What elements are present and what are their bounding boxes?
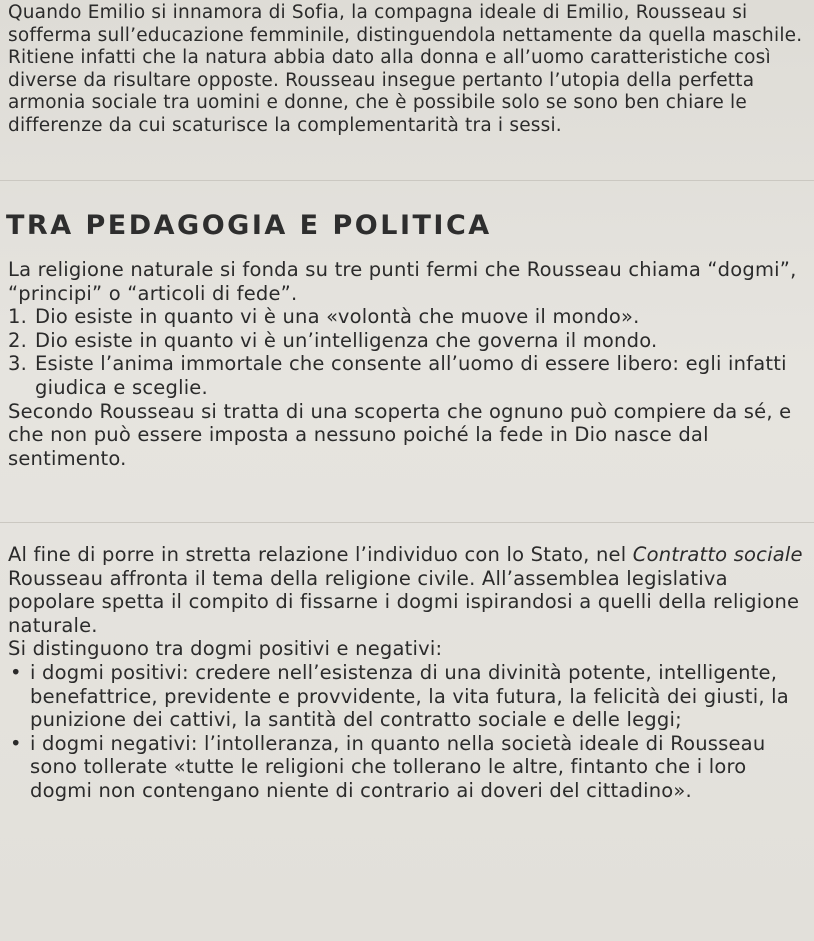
religion-conclusion: Secondo Rousseau si tratta di una scoperta che ognuno può compiere da sé, e che non può essere imposta a nessuno poiché la fede in Dio nasce dal sentimento.: [8, 399, 792, 470]
dogma-bullet-list: [8, 661, 808, 803]
natural-religion-section: [8, 258, 808, 470]
list-item: [8, 329, 808, 353]
list-text: i dogmi positivi: credere nell’esistenza di una divinità potente, intelligente, benefattrice, previdente e provvidente, la vita futura, la felicità dei giusti, la punizione dei cattivi, la santità del contratto sociale e delle leggi;: [30, 660, 789, 732]
bullet-icon: •: [10, 660, 22, 684]
list-item: [8, 661, 808, 732]
civil-distinction: Si distinguono tra dogmi positivi e negativi:: [8, 637, 443, 661]
list-number: 2.: [8, 328, 28, 352]
list-text: i dogmi negativi: l’intolleranza, in quanto nella società ideale di Rousseau sono tollerate «tutte le religioni che tollerano le altre, fintanto che i loro dogmi non contengano niente di contrario ai doveri del cittadino».: [30, 731, 766, 802]
dogma-list: [8, 305, 808, 399]
divider: [0, 522, 814, 523]
intro-text: Quando Emilio si innamora di Sofia, la compagna ideale di Emilio, Rousseau si sofferma sull’educazione femminile, distinguendola nettamente da quella maschile. Ritiene infatti che la natura abbia dato alla donna e all’uomo caratteristiche così diverse da risultare opposte. Rousseau insegue pertanto l’utopia della perfetta armonia sociale tra uomini e donne, che è possibile solo se sono ben chiare le differenze da cui scaturisce la complementarità tra i sessi.: [8, 2, 803, 136]
work-title: Contratto sociale: [632, 543, 803, 566]
intro-paragraph: [8, 2, 808, 137]
section-heading: TRA PEDAGOGIA E POLITICA: [6, 210, 492, 241]
list-text: Esiste l’anima immortale che consente all’uomo di essere libero: egli infatti giudica e sceglie.: [35, 352, 787, 399]
list-item: [8, 352, 808, 399]
civil-intro: Al fine di porre in stretta relazione l’individuo con lo Stato, nel Contratto sociale Rousseau affronta il tema della religione civile. All’assemblea legislativa popolare spetta il compito di fissarne i dogmi ispirandosi a quelli della religione naturale.: [8, 543, 803, 637]
bullet-icon: •: [10, 731, 22, 755]
religion-intro: La religione naturale si fonda su tre punti fermi che Rousseau chiama “dogmi”, “principi” o “articoli di fede”.: [8, 258, 797, 305]
list-item: [8, 305, 808, 329]
list-text: Dio esiste in quanto vi è un’intelligenza che governa il mondo.: [35, 328, 658, 352]
list-text: Dio esiste in quanto vi è una «volontà che muove il mondo».: [35, 305, 640, 329]
list-number: 1.: [8, 305, 28, 329]
list-item: [8, 732, 808, 803]
civil-religion-section: [8, 543, 808, 803]
divider: [0, 180, 814, 181]
list-number: 3.: [8, 352, 28, 376]
